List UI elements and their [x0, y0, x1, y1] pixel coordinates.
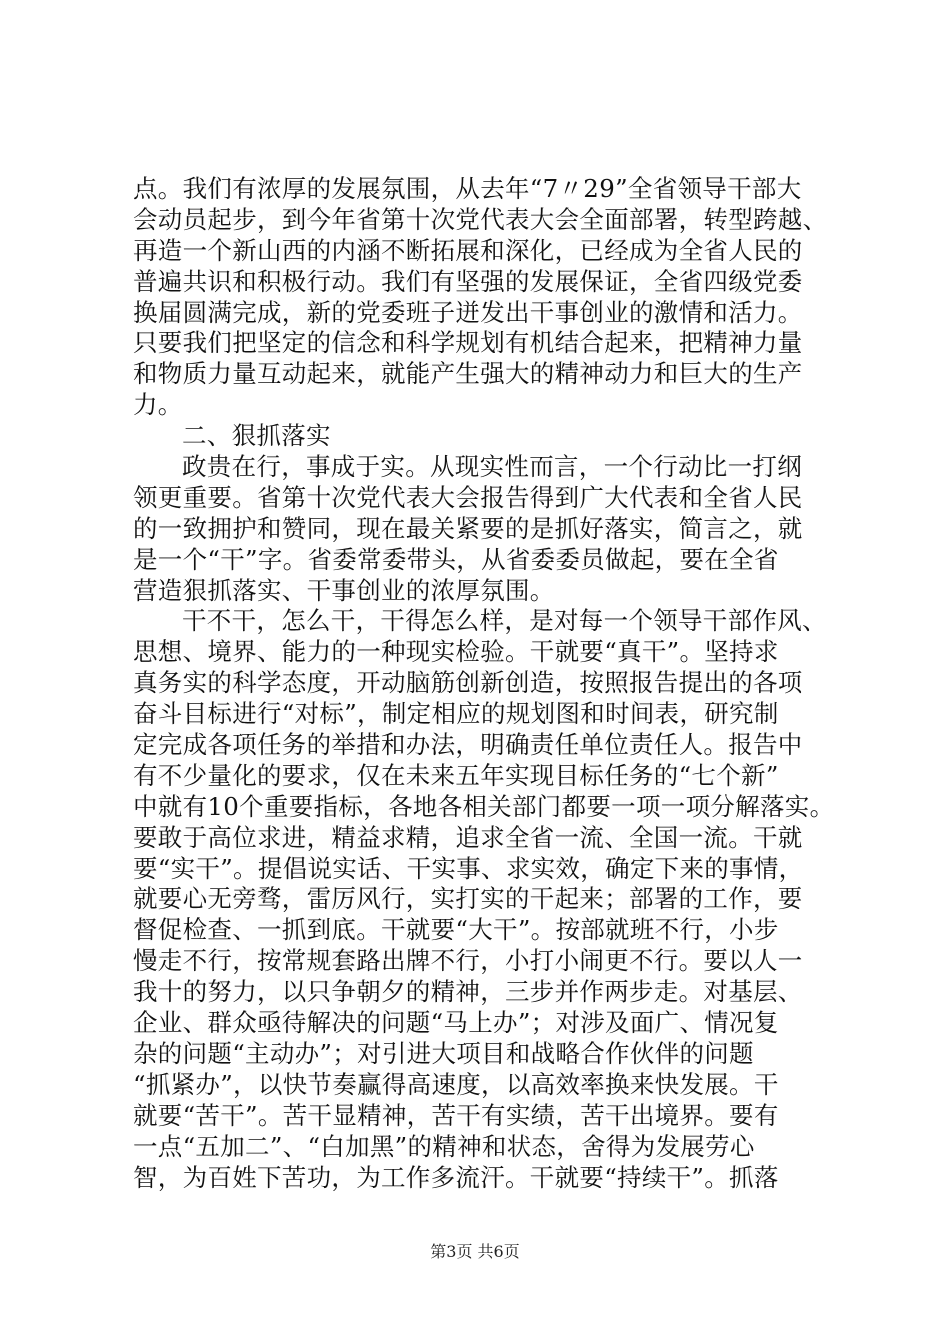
text-line: 领更重要。省第十次党代表大会报告得到广大代表和全省人民	[133, 482, 803, 512]
text-line: 和物质力量互动起来，就能产生强大的精神动力和巨大的生产	[133, 359, 803, 389]
text-line: 普遍共识和积极行动。我们有坚强的发展保证，全省四级党委	[133, 266, 803, 296]
text-line: 要“实干”。提倡说实话、干实事、求实效，确定下来的事情，	[133, 853, 804, 883]
text-line: 就要“苦干”。苦干显精神，苦干有实绩，苦干出境界。要有	[133, 1100, 779, 1130]
page-number-footer: 第3页 共6页	[430, 1242, 520, 1261]
text-line: 慢走不行，按常规套路出牌不行，小打小闹更不行。要以人一	[133, 946, 803, 976]
document-body	[133, 174, 835, 1193]
paragraph-first-line: 政贵在行，事成于实。从现实性而言，一个行动比一打纲	[182, 452, 802, 482]
paragraph-first-line: 干不干，怎么干，干得怎么样，是对每一个领导干部作风、	[182, 606, 827, 636]
text-line: 会动员起步，到今年省第十次党代表大会全面部署，转型跨越、	[133, 204, 828, 234]
text-line: 换届圆满完成，新的党委班子迸发出干事创业的激情和活力。	[133, 297, 803, 327]
text-line: 我十的努力，以只争朝夕的精神，三步并作两步走。对基层、	[133, 977, 803, 1007]
text-line: 奋斗目标进行“对标”，制定相应的规划图和时间表，研究制	[133, 699, 779, 729]
text-line: 督促检查、一抓到底。干就要“大干”。按部就班不行，小步	[133, 915, 779, 945]
text-line: 一点“五加二”、“白加黑”的精神和状态，舍得为发展劳心	[133, 1131, 755, 1161]
text-line: 智，为百姓下苦功，为工作多流汗。干就要“持续干”。抓落	[133, 1162, 779, 1192]
text-line: 点。我们有浓厚的发展氛围，从去年“7〃29”全省领导干部大	[133, 174, 802, 203]
text-line: 再造一个新山西的内涵不断拓展和深化，已经成为全省人民的	[133, 235, 803, 265]
text-line: 有不少量化的要求，仅在未来五年实现目标任务的“七个新”	[133, 760, 779, 790]
text-line: 营造狠抓落实、干事创业的浓厚氛围。	[133, 575, 555, 605]
text-line: 是一个“干”字。省委常委带头，从省委委员做起，要在全省	[133, 544, 779, 574]
text-line: 思想、境界、能力的一种现实检验。干就要“真干”。坚持求	[133, 637, 779, 667]
text-line: 就要心无旁骛，雷厉风行，实打实的干起来；部署的工作，要	[133, 884, 803, 914]
section-heading: 二、狠抓落实	[182, 421, 331, 451]
text-line: 要敢于高位求进，精益求精，追求全省一流、全国一流。干就	[133, 822, 803, 852]
text-line: 的一致拥护和赞同，现在最关紧要的是抓好落实，简言之，就	[133, 513, 803, 543]
text-line: 定完成各项任务的举措和办法，明确责任单位责任人。报告中	[133, 730, 803, 760]
text-line: 只要我们把坚定的信念和科学规划有机结合起来，把精神力量	[133, 328, 803, 358]
text-line: 真务实的科学态度，开动脑筋创新创造，按照报告提出的各项	[133, 668, 803, 698]
text-line: 企业、群众亟待解决的问题“马上办”；对涉及面广、情况复	[133, 1008, 779, 1038]
text-line: 中就有10个重要指标，各地各相关部门都要一项一项分解落实。	[133, 791, 835, 821]
text-line: 杂的问题“主动办”；对引进大项目和战略合作伙伴的问题	[133, 1038, 754, 1068]
text-line: 力。	[133, 390, 183, 420]
text-line: “抓紧办”，以快节奏赢得高速度，以高效率换来快发展。干	[133, 1069, 779, 1099]
